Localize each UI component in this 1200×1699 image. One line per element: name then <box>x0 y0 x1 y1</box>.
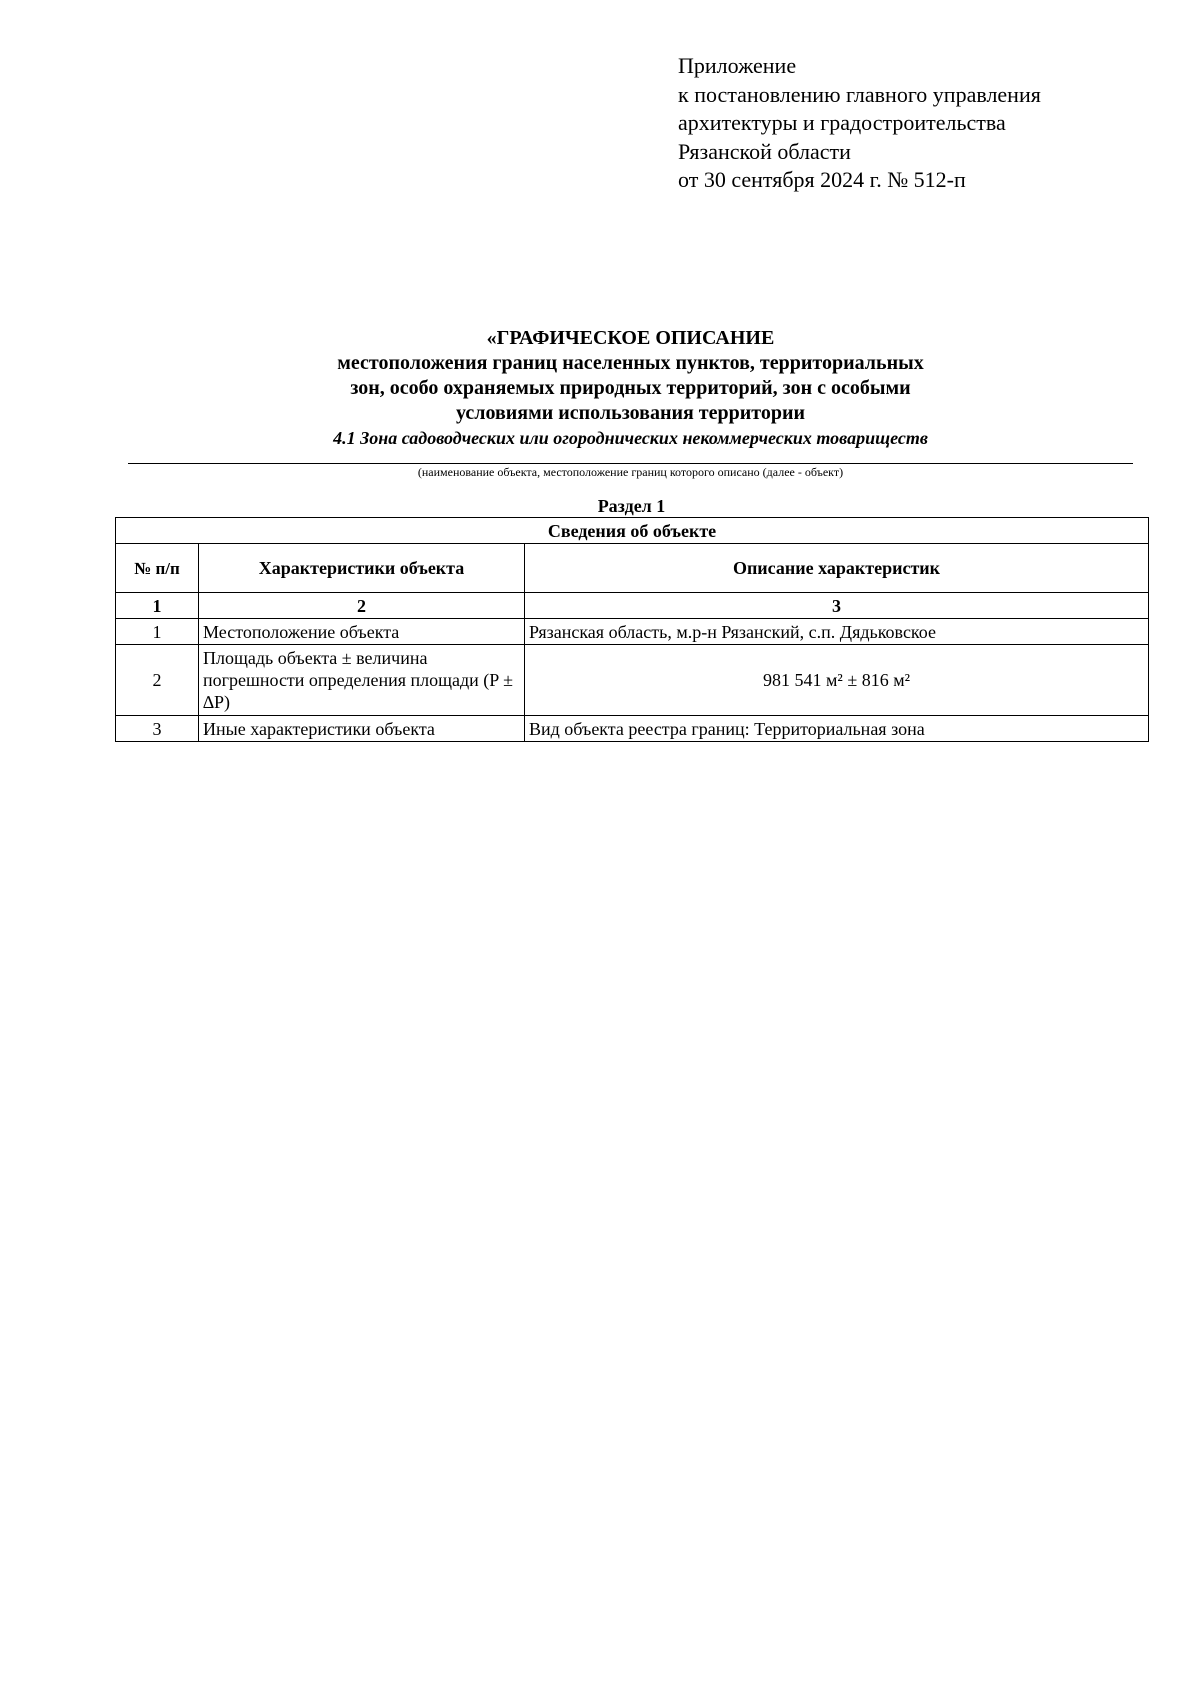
column-index: 1 <box>116 593 199 619</box>
title-line: местоположения границ населенных пунктов, территориальных <box>337 352 924 374</box>
object-name: 4.1 Зона садоводческих или огороднических некоммерческих товариществ <box>333 428 928 448</box>
column-index: 2 <box>199 593 525 619</box>
object-name-underline <box>128 463 1133 464</box>
title-line: зон, особо охраняемых природных территорий, зон с особыми <box>350 377 911 399</box>
row-description: 981 541 м² ± 816 м² <box>525 645 1149 716</box>
appendix-header <box>678 52 1041 195</box>
appendix-line: к постановлению главного управления <box>678 81 1041 107</box>
header-characteristic: Характеристики объекта <box>199 544 525 593</box>
document-title <box>128 326 1133 449</box>
object-info-table <box>115 517 1149 742</box>
header-description: Описание характеристик <box>525 544 1149 593</box>
table-title: Сведения об объекте <box>116 518 1149 544</box>
appendix-line: архитектуры и градостроительства <box>678 110 1006 135</box>
title-line: условиями использования территории <box>455 402 806 424</box>
table-row <box>116 716 1149 742</box>
appendix-line: Рязанской области <box>678 138 851 164</box>
table-row <box>116 619 1149 645</box>
object-caption: (наименование объекта, местоположение границ которого описано (далее - объект) <box>417 465 844 479</box>
row-characteristic: Площадь объекта ± величина погрешности определения площади (P ± ∆P) <box>199 645 525 716</box>
row-characteristic: Иные характеристики объекта <box>199 716 525 742</box>
section-title: Раздел 1 <box>597 496 666 516</box>
row-description: Вид объекта реестра границ: Территориальная зона <box>525 716 1149 742</box>
appendix-line: Приложение <box>678 53 797 78</box>
appendix-line: от 30 сентября 2024 г. № 512-п <box>678 167 966 192</box>
row-num: 2 <box>116 645 199 716</box>
row-description: Рязанская область, м.р-н Рязанский, с.п. Дядьковское <box>525 619 1149 645</box>
row-characteristic: Местоположение объекта <box>199 619 525 645</box>
header-num: № п/п <box>116 544 199 593</box>
row-num: 1 <box>116 619 199 645</box>
title-line: «ГРАФИЧЕСКОЕ ОПИСАНИЕ <box>486 327 775 349</box>
column-index: 3 <box>525 593 1149 619</box>
table-row <box>116 645 1149 716</box>
row-num: 3 <box>116 716 199 742</box>
